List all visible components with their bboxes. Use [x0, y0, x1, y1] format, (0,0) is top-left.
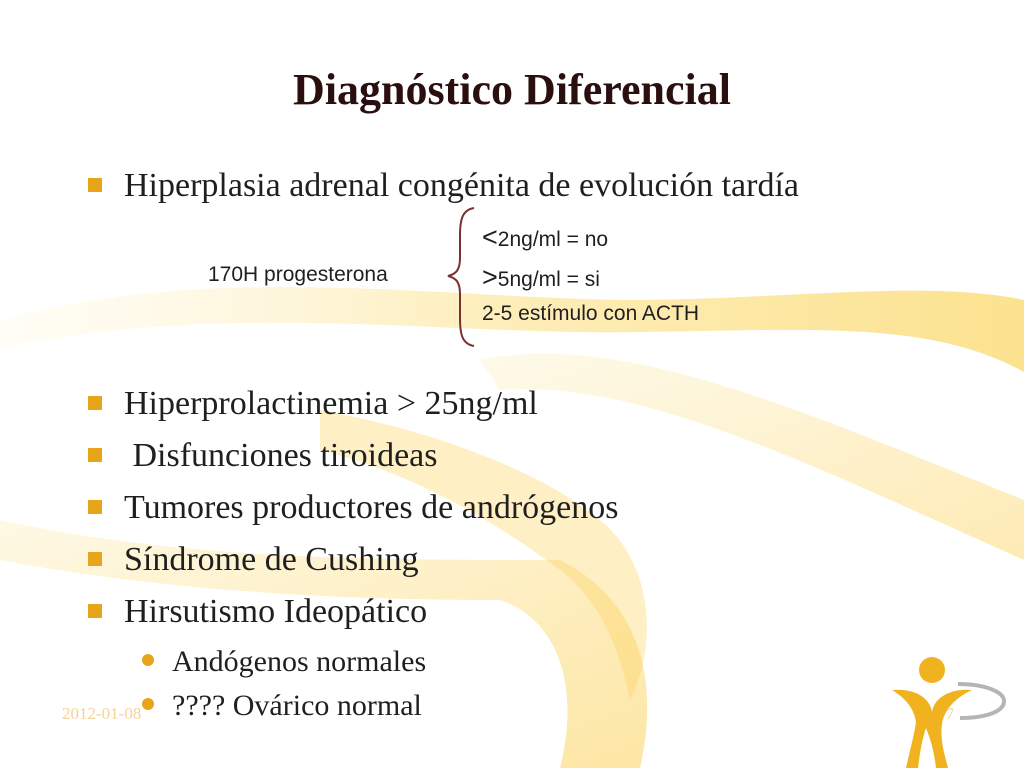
- bullet-text: Síndrome de Cushing: [124, 541, 419, 578]
- square-bullet-icon: [88, 178, 102, 192]
- bullet-text: Tumores productores de andrógenos: [124, 489, 619, 526]
- bullet-tumores: [88, 488, 619, 528]
- bullet-cushing: [88, 540, 419, 580]
- condition-low: <2ng/ml = no: [482, 222, 609, 252]
- sub-bullet-text: ???? Ovárico normal: [172, 689, 422, 722]
- brace-label: 170H progesterona: [208, 263, 388, 286]
- bullet-hirsutismo: [88, 592, 427, 632]
- footer-date: 2012-01-08: [62, 704, 142, 723]
- left-brace-icon: [446, 206, 478, 348]
- square-bullet-icon: [88, 448, 102, 462]
- bullet-text: Hirsutismo Ideopático: [124, 593, 428, 630]
- bullet-text: Hiperprolactinemia > 25ng/ml: [124, 385, 538, 422]
- bullet-text: Hiperplasia adrenal congénita de evolución tardía: [124, 167, 799, 204]
- round-bullet-icon: [142, 698, 154, 710]
- round-bullet-icon: [142, 654, 154, 666]
- condition-mid: 2-5 estímulo con ACTH: [482, 302, 700, 325]
- square-bullet-icon: [88, 552, 102, 566]
- square-bullet-icon: [88, 500, 102, 514]
- sub-bullet-text: Andógenos normales: [172, 645, 427, 678]
- condition-high: >5ng/ml = si: [482, 262, 600, 292]
- sub-bullet-androgenos: [142, 644, 426, 680]
- slide-title: Diagnóstico Diferencial: [293, 65, 731, 114]
- bullet-text: Disfunciones tiroideas: [124, 437, 438, 474]
- bullet-hiperprolactinemia: [88, 384, 538, 424]
- square-bullet-icon: [88, 396, 102, 410]
- square-bullet-icon: [88, 604, 102, 618]
- bullet-hiperplasia: [88, 166, 799, 206]
- footer-page-number: 7: [946, 706, 954, 723]
- bullet-disfunciones: [88, 436, 438, 476]
- sub-bullet-ovarico: [142, 688, 422, 724]
